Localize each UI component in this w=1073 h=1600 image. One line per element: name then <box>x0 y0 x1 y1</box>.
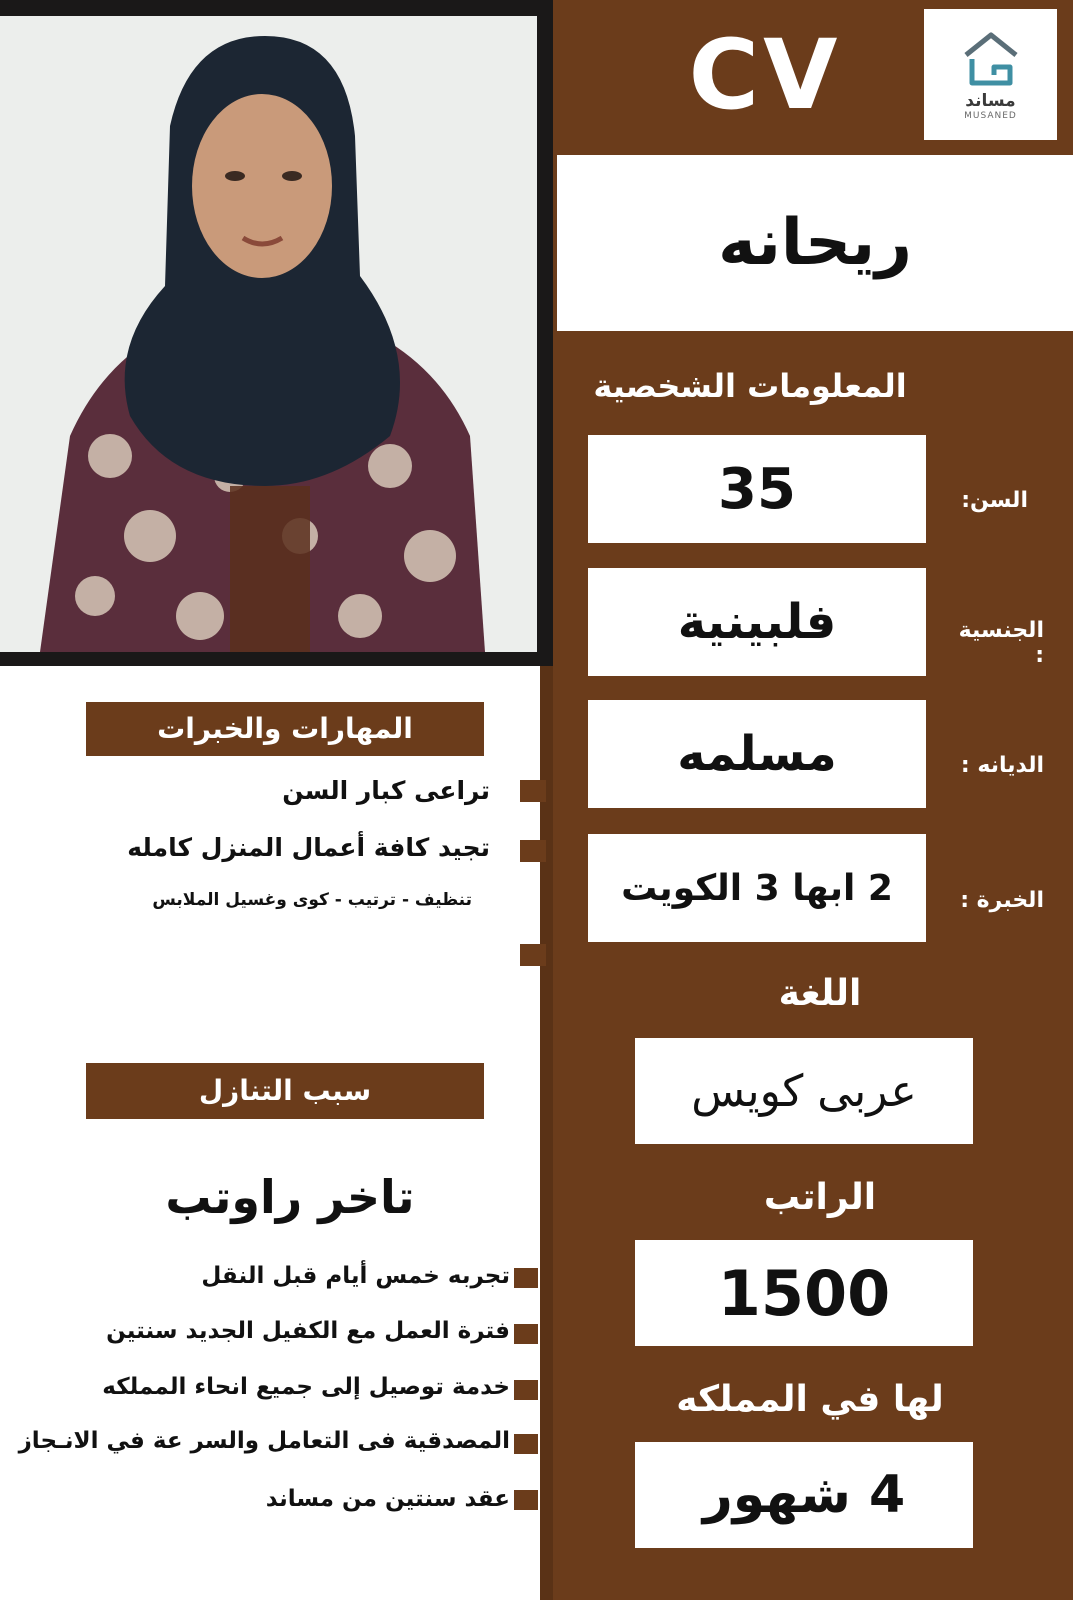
bullet-square-icon <box>514 1268 538 1288</box>
musaned-house-icon <box>958 29 1024 89</box>
logo-arabic-text: مساند <box>965 90 1016 111</box>
salary-value: 1500 <box>635 1240 973 1346</box>
bullet-square-icon <box>520 780 546 802</box>
bullet-square-icon <box>514 1434 538 1454</box>
bullet-square-icon <box>514 1380 538 1400</box>
feature-item: خدمة توصيل إلى جميع انحاء المملكه <box>102 1374 510 1400</box>
musaned-logo <box>924 9 1057 140</box>
skill-sub-note: تنظيف - ترتيب - كوى وغسيل الملابس <box>152 890 472 910</box>
feature-item: عقد سنتين من مساند <box>265 1486 510 1512</box>
logo-english-text: MUSANED <box>964 110 1017 121</box>
feature-item: المصدقية فى التعامل والسر عة في الانـجاز <box>18 1428 510 1454</box>
experience-value: 2 ابها 3 الكويت <box>588 834 926 942</box>
salary-title: الراتب <box>763 1177 877 1218</box>
cv-title: CV <box>688 19 842 131</box>
candidate-name: ريحانه <box>557 155 1073 331</box>
age-label: السن: <box>961 488 1028 513</box>
age-value: 35 <box>588 435 926 543</box>
experience-label: الخبرة : <box>960 888 1044 913</box>
nationality-value: فلبينية <box>588 568 926 676</box>
bullet-square-icon <box>514 1490 538 1510</box>
skill-item: تجيد كافة أعمال المنزل كامله <box>127 833 490 862</box>
nationality-label: الجنسية : <box>958 618 1044 668</box>
language-value: عربى كويس <box>635 1038 973 1144</box>
feature-item: تجربه خمس أيام قبل النقل <box>201 1263 510 1289</box>
bullet-square-icon <box>514 1324 538 1344</box>
in-kingdom-value: 4 شهور <box>635 1442 973 1548</box>
transfer-reason-title: سبب التنازل <box>86 1063 484 1119</box>
candidate-photo <box>0 16 537 652</box>
religion-label: الديانه : <box>960 753 1044 778</box>
language-title: اللغة <box>778 973 862 1014</box>
personal-info-title: المعلومات الشخصية <box>593 367 907 405</box>
transfer-reason-value: تاخر راوتب <box>165 1170 415 1224</box>
feature-item: فترة العمل مع الكفيل الجديد سنتين <box>106 1318 510 1344</box>
bullet-square-icon <box>520 944 546 966</box>
skills-title: المهارات والخبرات <box>86 702 484 756</box>
skill-item: تراعى كبار السن <box>282 776 490 805</box>
in-kingdom-title: لها في المملكه <box>676 1379 944 1420</box>
bullet-square-icon <box>520 840 546 862</box>
portrait-illustration <box>0 16 537 652</box>
religion-value: مسلمه <box>588 700 926 808</box>
